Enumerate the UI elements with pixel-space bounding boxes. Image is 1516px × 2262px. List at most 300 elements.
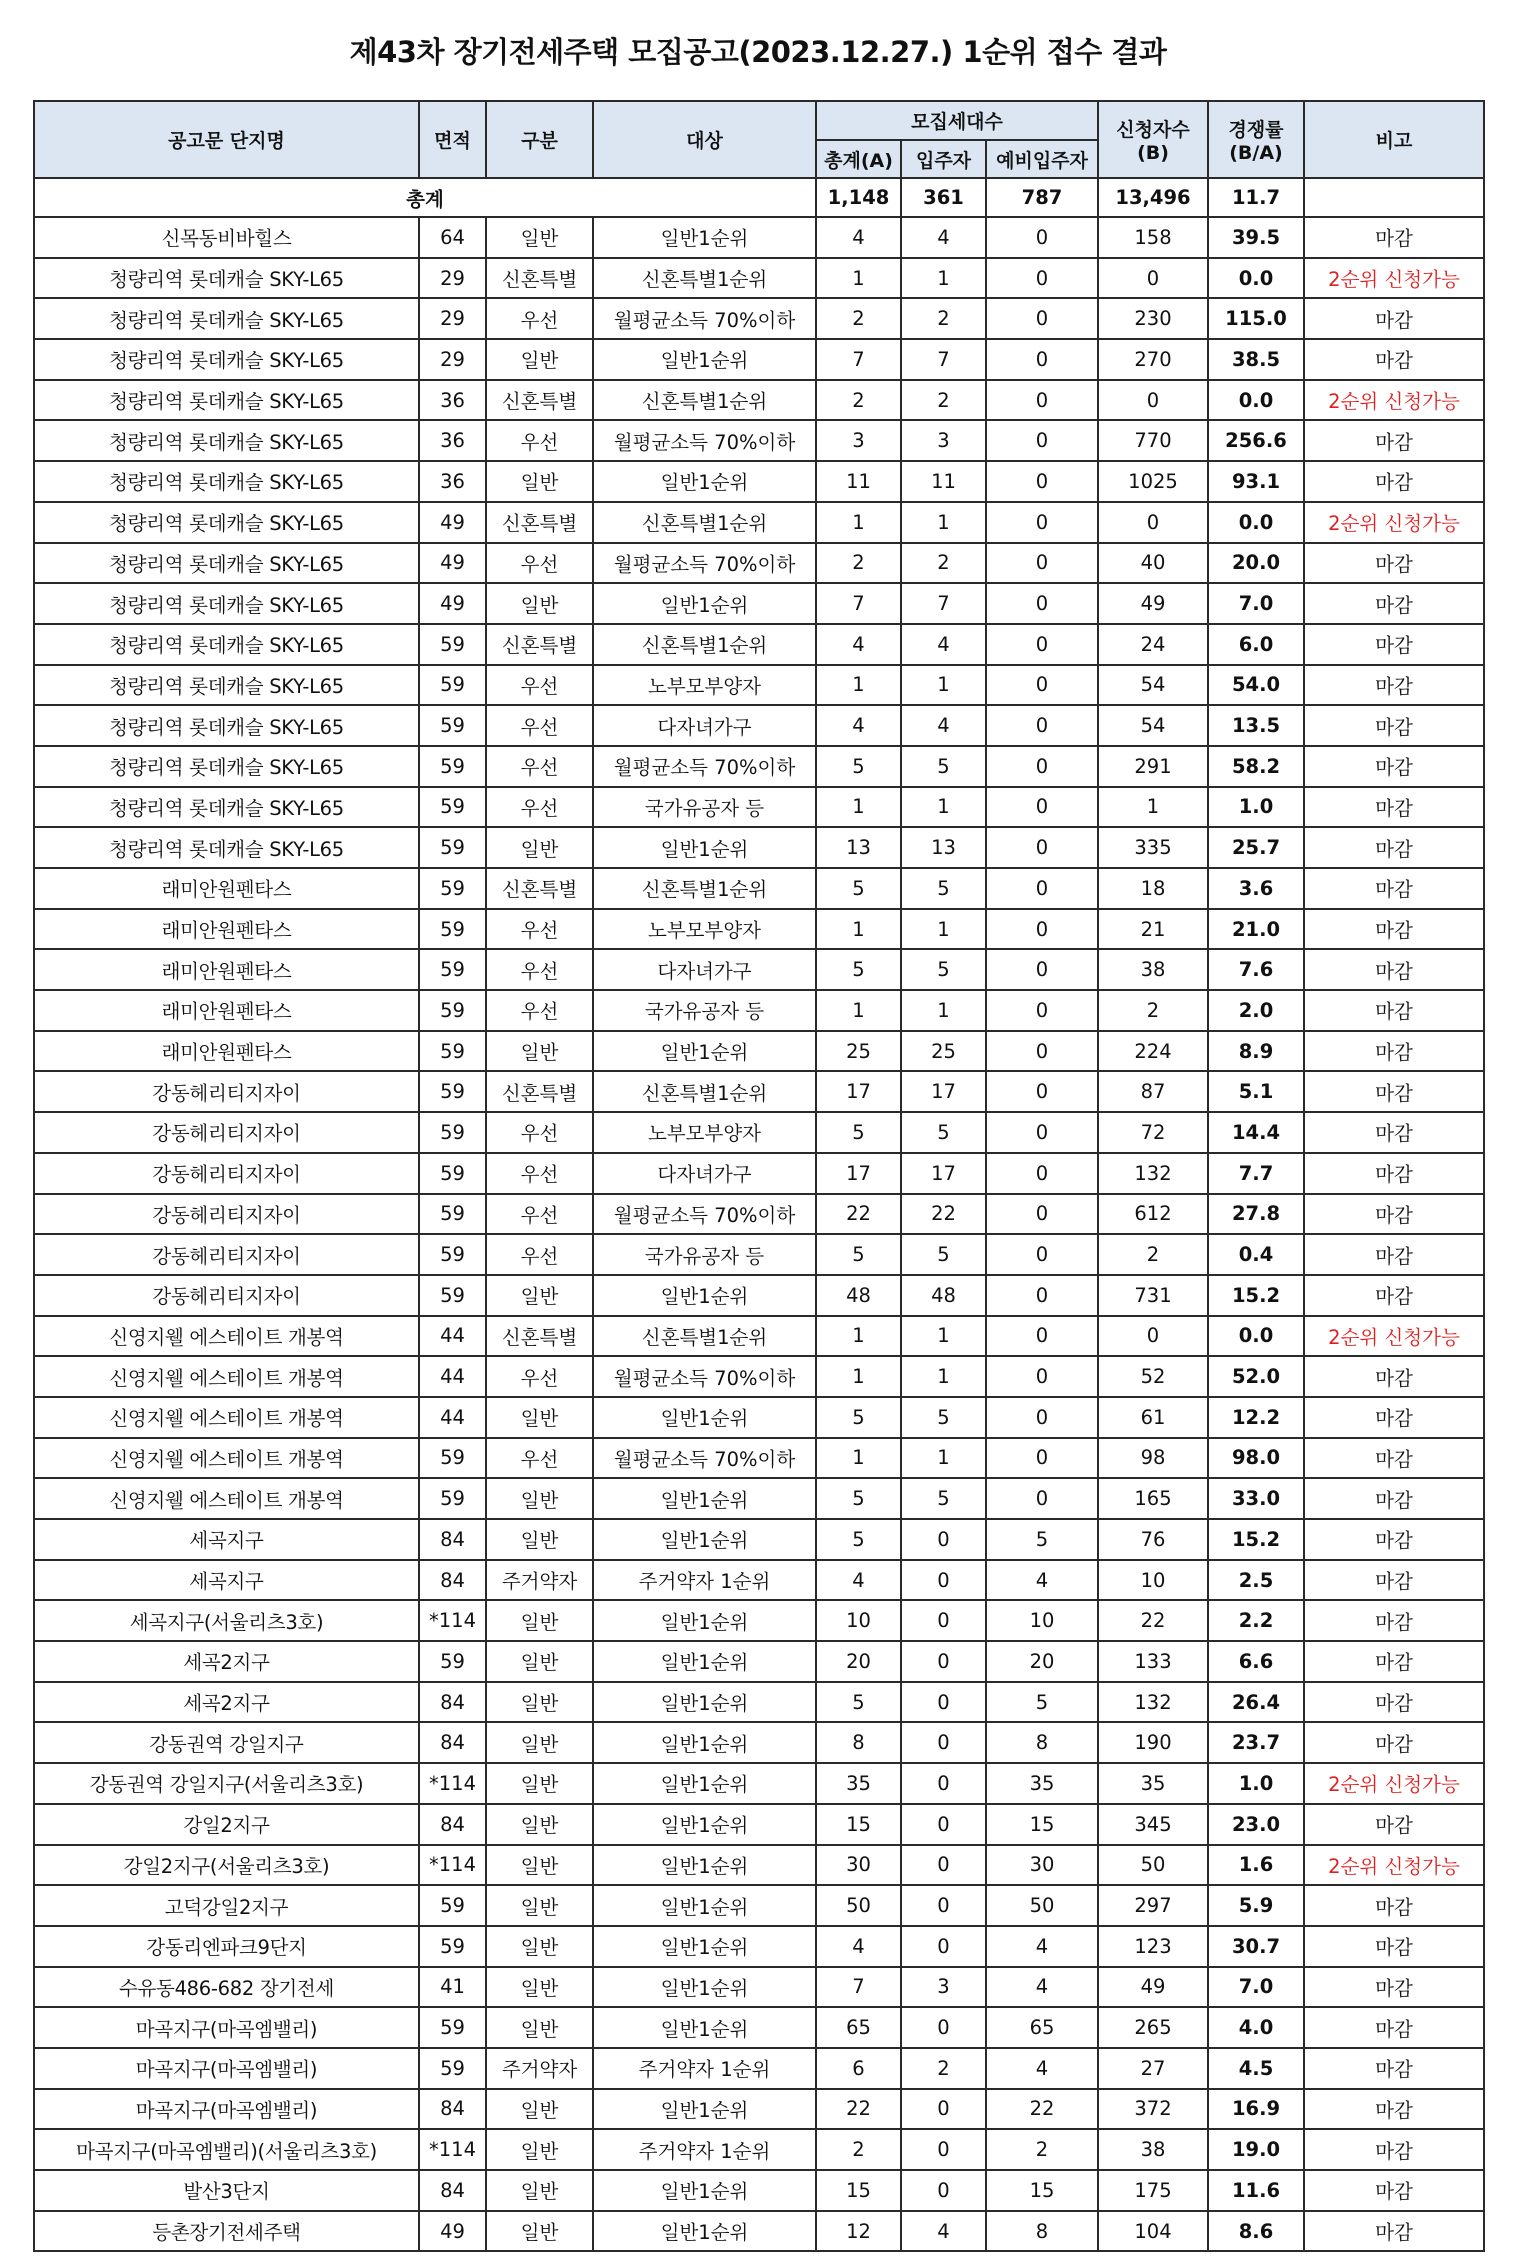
cell-target: 다자녀가구 [593, 1153, 816, 1194]
cell-complex-name: 신영지웰 에스테이트 개봉역 [34, 1478, 419, 1519]
cell-area: 59 [419, 624, 486, 665]
cell-complex-name: 강동헤리티지자이 [34, 1234, 419, 1275]
cell-ratio: 39.5 [1208, 217, 1304, 258]
cell-recruit-pre: 0 [986, 543, 1098, 584]
cell-category: 우선 [486, 949, 593, 990]
cell-note: 마감 [1304, 868, 1484, 909]
cell-note: 마감 [1304, 1926, 1484, 1967]
cell-recruit-total: 8 [816, 1722, 901, 1763]
cell-ratio: 19.0 [1208, 2129, 1304, 2170]
cell-target: 월평균소득 70%이하 [593, 1194, 816, 1235]
cell-ratio: 20.0 [1208, 543, 1304, 584]
cell-recruit-total: 35 [816, 1763, 901, 1804]
cell-recruit-pre: 0 [986, 1316, 1098, 1357]
cell-note: 마감 [1304, 543, 1484, 584]
cell-applicants: 2 [1098, 1234, 1208, 1275]
cell-category: 일반 [486, 2089, 593, 2130]
cell-target: 월평균소득 70%이하 [593, 1356, 816, 1397]
cell-ratio: 4.5 [1208, 2048, 1304, 2089]
cell-complex-name: 래미안원펜타스 [34, 1031, 419, 1072]
table-row [34, 949, 1484, 990]
cell-area: 59 [419, 746, 486, 787]
cell-recruit-total: 2 [816, 543, 901, 584]
cell-recruit-pre: 0 [986, 746, 1098, 787]
cell-applicants: 770 [1098, 420, 1208, 461]
cell-recruit-pre: 0 [986, 827, 1098, 868]
total-ratio: 11.7 [1208, 178, 1304, 217]
cell-complex-name: 청량리역 롯데캐슬 SKY-L65 [34, 502, 419, 543]
header-recruit-group: 모집세대수 [816, 101, 1098, 140]
cell-recruit-total: 20 [816, 1641, 901, 1682]
table-row [34, 1031, 1484, 1072]
cell-applicants: 10 [1098, 1560, 1208, 1601]
cell-category: 일반 [486, 1682, 593, 1723]
cell-applicants: 49 [1098, 1967, 1208, 2008]
cell-applicants: 40 [1098, 543, 1208, 584]
cell-ratio: 26.4 [1208, 1682, 1304, 1723]
cell-target: 주거약자 1순위 [593, 2129, 816, 2170]
cell-recruit-res: 0 [901, 1763, 986, 1804]
cell-ratio: 5.9 [1208, 1885, 1304, 1926]
cell-area: 59 [419, 1438, 486, 1479]
cell-recruit-pre: 15 [986, 2170, 1098, 2211]
cell-recruit-pre: 2 [986, 2129, 1098, 2170]
cell-applicants: 230 [1098, 298, 1208, 339]
cell-target: 일반1순위 [593, 827, 816, 868]
table-row [34, 909, 1484, 950]
cell-ratio: 93.1 [1208, 461, 1304, 502]
cell-ratio: 0.0 [1208, 380, 1304, 421]
table-row [34, 746, 1484, 787]
cell-recruit-res: 3 [901, 420, 986, 461]
cell-category: 일반 [486, 1804, 593, 1845]
result-table [33, 100, 1485, 2252]
table-row [34, 420, 1484, 461]
cell-category: 일반 [486, 1885, 593, 1926]
cell-recruit-res: 0 [901, 1682, 986, 1723]
cell-area: 59 [419, 827, 486, 868]
cell-recruit-res: 3 [901, 1967, 986, 2008]
cell-recruit-pre: 0 [986, 461, 1098, 502]
header-area: 면적 [419, 101, 486, 178]
cell-target: 신혼특별1순위 [593, 502, 816, 543]
cell-complex-name: 청량리역 롯데캐슬 SKY-L65 [34, 583, 419, 624]
cell-area: 84 [419, 2089, 486, 2130]
cell-applicants: 54 [1098, 705, 1208, 746]
cell-complex-name: 고덕강일2지구 [34, 1885, 419, 1926]
cell-category: 일반 [486, 1275, 593, 1316]
cell-category: 신혼특별 [486, 380, 593, 421]
table-header [34, 101, 1484, 178]
cell-ratio: 7.6 [1208, 949, 1304, 990]
cell-complex-name: 마곡지구(마곡엠밸리) [34, 2048, 419, 2089]
cell-area: 49 [419, 583, 486, 624]
header-applicants-line2: (B) [1137, 142, 1169, 164]
cell-recruit-res: 4 [901, 217, 986, 258]
cell-category: 일반 [486, 1478, 593, 1519]
cell-recruit-pre: 0 [986, 380, 1098, 421]
cell-target: 다자녀가구 [593, 705, 816, 746]
cell-recruit-pre: 0 [986, 298, 1098, 339]
total-label: 총계 [34, 178, 816, 217]
cell-recruit-pre: 5 [986, 1519, 1098, 1560]
cell-applicants: 24 [1098, 624, 1208, 665]
cell-complex-name: 청량리역 롯데캐슬 SKY-L65 [34, 258, 419, 299]
cell-ratio: 256.6 [1208, 420, 1304, 461]
table-row [34, 2211, 1484, 2252]
cell-area: 36 [419, 420, 486, 461]
table-row [34, 868, 1484, 909]
cell-note: 마감 [1304, 787, 1484, 828]
table-row [34, 1153, 1484, 1194]
cell-recruit-pre: 4 [986, 1926, 1098, 1967]
cell-ratio: 0.0 [1208, 502, 1304, 543]
header-recruit-pre: 예비입주자 [986, 140, 1098, 178]
cell-recruit-pre: 8 [986, 1722, 1098, 1763]
cell-note: 마감 [1304, 1275, 1484, 1316]
header-target: 대상 [593, 101, 816, 178]
table-row [34, 1356, 1484, 1397]
table-row [34, 1804, 1484, 1845]
cell-recruit-res: 1 [901, 502, 986, 543]
cell-applicants: 50 [1098, 1845, 1208, 1886]
cell-complex-name: 신영지웰 에스테이트 개봉역 [34, 1397, 419, 1438]
cell-recruit-total: 2 [816, 298, 901, 339]
cell-complex-name: 수유동486-682 장기전세 [34, 1967, 419, 2008]
header-note: 비고 [1304, 101, 1484, 178]
cell-area: 59 [419, 787, 486, 828]
cell-category: 일반 [486, 461, 593, 502]
cell-recruit-total: 48 [816, 1275, 901, 1316]
cell-target: 일반1순위 [593, 1397, 816, 1438]
cell-note: 마감 [1304, 2211, 1484, 2252]
cell-recruit-res: 5 [901, 1112, 986, 1153]
cell-recruit-total: 1 [816, 1438, 901, 1479]
table-row [34, 624, 1484, 665]
cell-recruit-pre: 4 [986, 2048, 1098, 2089]
cell-recruit-total: 25 [816, 1031, 901, 1072]
cell-recruit-res: 5 [901, 1234, 986, 1275]
cell-recruit-total: 17 [816, 1153, 901, 1194]
cell-recruit-total: 5 [816, 1519, 901, 1560]
cell-recruit-res: 13 [901, 827, 986, 868]
cell-recruit-pre: 0 [986, 1194, 1098, 1235]
total-recruit-total: 1,148 [816, 178, 901, 217]
cell-ratio: 12.2 [1208, 1397, 1304, 1438]
table-row [34, 827, 1484, 868]
cell-category: 일반 [486, 1519, 593, 1560]
cell-applicants: 61 [1098, 1397, 1208, 1438]
cell-area: 84 [419, 1682, 486, 1723]
table-row [34, 1682, 1484, 1723]
cell-recruit-total: 6 [816, 2048, 901, 2089]
cell-recruit-pre: 4 [986, 1967, 1098, 2008]
cell-category: 우선 [486, 746, 593, 787]
cell-recruit-total: 4 [816, 705, 901, 746]
cell-area: 59 [419, 1153, 486, 1194]
cell-target: 일반1순위 [593, 1885, 816, 1926]
cell-area: 44 [419, 1316, 486, 1357]
cell-recruit-total: 22 [816, 2089, 901, 2130]
cell-complex-name: 강동헤리티지자이 [34, 1112, 419, 1153]
cell-complex-name: 세곡지구 [34, 1519, 419, 1560]
table-row [34, 1967, 1484, 2008]
cell-recruit-total: 1 [816, 258, 901, 299]
header-name: 공고문 단지명 [34, 101, 419, 178]
cell-recruit-res: 0 [901, 2170, 986, 2211]
cell-category: 우선 [486, 909, 593, 950]
cell-recruit-res: 2 [901, 543, 986, 584]
cell-note: 2순위 신청가능 [1304, 1316, 1484, 1357]
cell-area: 59 [419, 705, 486, 746]
cell-ratio: 6.6 [1208, 1641, 1304, 1682]
cell-complex-name: 발산3단지 [34, 2170, 419, 2211]
cell-note: 마감 [1304, 1519, 1484, 1560]
cell-applicants: 38 [1098, 2129, 1208, 2170]
cell-category: 우선 [486, 1194, 593, 1235]
cell-complex-name: 청량리역 롯데캐슬 SKY-L65 [34, 827, 419, 868]
cell-recruit-pre: 10 [986, 1600, 1098, 1641]
cell-complex-name: 래미안원펜타스 [34, 990, 419, 1031]
cell-applicants: 335 [1098, 827, 1208, 868]
cell-applicants: 22 [1098, 1600, 1208, 1641]
cell-applicants: 35 [1098, 1763, 1208, 1804]
cell-area: 84 [419, 1722, 486, 1763]
cell-target: 일반1순위 [593, 2007, 816, 2048]
cell-target: 일반1순위 [593, 583, 816, 624]
table-row [34, 1560, 1484, 1601]
cell-recruit-pre: 0 [986, 583, 1098, 624]
cell-recruit-res: 0 [901, 2089, 986, 2130]
table-row [34, 787, 1484, 828]
cell-applicants: 270 [1098, 339, 1208, 380]
cell-area: *114 [419, 1845, 486, 1886]
cell-recruit-pre: 20 [986, 1641, 1098, 1682]
cell-recruit-total: 1 [816, 502, 901, 543]
table-row [34, 298, 1484, 339]
cell-target: 일반1순위 [593, 1804, 816, 1845]
cell-note: 마감 [1304, 461, 1484, 502]
cell-recruit-res: 5 [901, 1478, 986, 1519]
cell-recruit-res: 17 [901, 1071, 986, 1112]
cell-applicants: 224 [1098, 1031, 1208, 1072]
cell-target: 노부모부양자 [593, 665, 816, 706]
cell-category: 신혼특별 [486, 868, 593, 909]
cell-category: 우선 [486, 1153, 593, 1194]
cell-complex-name: 청량리역 롯데캐슬 SKY-L65 [34, 746, 419, 787]
cell-applicants: 372 [1098, 2089, 1208, 2130]
cell-recruit-pre: 0 [986, 990, 1098, 1031]
cell-complex-name: 강동권역 강일지구 [34, 1722, 419, 1763]
cell-category: 일반 [486, 1967, 593, 2008]
cell-recruit-pre: 0 [986, 258, 1098, 299]
cell-note: 마감 [1304, 583, 1484, 624]
cell-recruit-res: 17 [901, 1153, 986, 1194]
cell-category: 일반 [486, 1926, 593, 1967]
cell-category: 우선 [486, 1356, 593, 1397]
cell-area: 84 [419, 1804, 486, 1845]
cell-ratio: 11.6 [1208, 2170, 1304, 2211]
cell-category: 주거약자 [486, 2048, 593, 2089]
cell-note: 마감 [1304, 746, 1484, 787]
cell-complex-name: 강동리엔파크9단지 [34, 1926, 419, 1967]
cell-note: 마감 [1304, 1071, 1484, 1112]
cell-recruit-pre: 50 [986, 1885, 1098, 1926]
table-row [34, 1722, 1484, 1763]
cell-target: 일반1순위 [593, 339, 816, 380]
table-row [34, 1071, 1484, 1112]
header-ratio-line2: (B/A) [1229, 142, 1283, 164]
cell-recruit-total: 65 [816, 2007, 901, 2048]
cell-recruit-res: 2 [901, 380, 986, 421]
cell-ratio: 30.7 [1208, 1926, 1304, 1967]
cell-category: 일반 [486, 2170, 593, 2211]
cell-ratio: 15.2 [1208, 1519, 1304, 1560]
cell-applicants: 98 [1098, 1438, 1208, 1479]
cell-category: 신혼특별 [486, 624, 593, 665]
cell-area: 59 [419, 1926, 486, 1967]
header-recruit-total: 총계(A) [816, 140, 901, 178]
cell-note: 마감 [1304, 1641, 1484, 1682]
table-row [34, 2089, 1484, 2130]
table-row [34, 2048, 1484, 2089]
cell-complex-name: 세곡지구 [34, 1560, 419, 1601]
cell-recruit-pre: 0 [986, 217, 1098, 258]
cell-applicants: 165 [1098, 1478, 1208, 1519]
cell-complex-name: 신영지웰 에스테이트 개봉역 [34, 1316, 419, 1357]
table-row [34, 1600, 1484, 1641]
cell-recruit-res: 1 [901, 990, 986, 1031]
table-row [34, 1519, 1484, 1560]
cell-recruit-pre: 0 [986, 1356, 1098, 1397]
cell-recruit-pre: 0 [986, 1112, 1098, 1153]
cell-ratio: 52.0 [1208, 1356, 1304, 1397]
cell-recruit-total: 7 [816, 583, 901, 624]
cell-note: 2순위 신청가능 [1304, 258, 1484, 299]
cell-complex-name: 세곡지구(서울리츠3호) [34, 1600, 419, 1641]
cell-recruit-res: 0 [901, 1641, 986, 1682]
cell-complex-name: 청량리역 롯데캐슬 SKY-L65 [34, 705, 419, 746]
cell-recruit-total: 3 [816, 420, 901, 461]
cell-ratio: 2.0 [1208, 990, 1304, 1031]
cell-ratio: 33.0 [1208, 1478, 1304, 1519]
cell-complex-name: 등촌장기전세주택 [34, 2211, 419, 2252]
cell-recruit-pre: 0 [986, 1397, 1098, 1438]
cell-recruit-res: 5 [901, 1397, 986, 1438]
cell-target: 노부모부양자 [593, 909, 816, 950]
cell-area: 36 [419, 380, 486, 421]
cell-recruit-pre: 0 [986, 339, 1098, 380]
cell-complex-name: 신영지웰 에스테이트 개봉역 [34, 1438, 419, 1479]
cell-recruit-total: 1 [816, 909, 901, 950]
table-row [34, 1885, 1484, 1926]
cell-ratio: 4.0 [1208, 2007, 1304, 2048]
total-applicants: 13,496 [1098, 178, 1208, 217]
cell-ratio: 16.9 [1208, 2089, 1304, 2130]
cell-applicants: 27 [1098, 2048, 1208, 2089]
cell-recruit-pre: 0 [986, 665, 1098, 706]
cell-note: 마감 [1304, 705, 1484, 746]
cell-applicants: 2 [1098, 990, 1208, 1031]
cell-category: 일반 [486, 2129, 593, 2170]
cell-recruit-total: 1 [816, 1316, 901, 1357]
cell-note: 마감 [1304, 1234, 1484, 1275]
cell-applicants: 72 [1098, 1112, 1208, 1153]
table-row [34, 2129, 1484, 2170]
cell-target: 다자녀가구 [593, 949, 816, 990]
cell-target: 국가유공자 등 [593, 1234, 816, 1275]
cell-target: 일반1순위 [593, 1031, 816, 1072]
cell-area: 59 [419, 1275, 486, 1316]
total-recruit-pre: 787 [986, 178, 1098, 217]
cell-recruit-total: 12 [816, 2211, 901, 2252]
cell-note: 마감 [1304, 1356, 1484, 1397]
table-body [34, 217, 1484, 2251]
cell-category: 우선 [486, 705, 593, 746]
table-row [34, 502, 1484, 543]
cell-complex-name: 청량리역 롯데캐슬 SKY-L65 [34, 339, 419, 380]
cell-recruit-res: 0 [901, 2007, 986, 2048]
cell-category: 일반 [486, 583, 593, 624]
cell-target: 신혼특별1순위 [593, 258, 816, 299]
table-row [34, 2170, 1484, 2211]
cell-category: 신혼특별 [486, 258, 593, 299]
cell-recruit-pre: 0 [986, 1153, 1098, 1194]
table-row [34, 339, 1484, 380]
cell-recruit-res: 5 [901, 949, 986, 990]
cell-target: 일반1순위 [593, 1275, 816, 1316]
cell-ratio: 2.5 [1208, 1560, 1304, 1601]
cell-recruit-res: 0 [901, 1885, 986, 1926]
cell-category: 일반 [486, 2211, 593, 2252]
cell-target: 일반1순위 [593, 461, 816, 502]
cell-recruit-pre: 0 [986, 1478, 1098, 1519]
cell-target: 신혼특별1순위 [593, 1316, 816, 1357]
cell-note: 2순위 신청가능 [1304, 1845, 1484, 1886]
cell-recruit-res: 2 [901, 298, 986, 339]
cell-complex-name: 강동헤리티지자이 [34, 1194, 419, 1235]
cell-target: 일반1순위 [593, 1641, 816, 1682]
cell-recruit-res: 4 [901, 705, 986, 746]
cell-note: 마감 [1304, 1194, 1484, 1235]
table-row [34, 217, 1484, 258]
cell-recruit-total: 30 [816, 1845, 901, 1886]
cell-recruit-pre: 30 [986, 1845, 1098, 1886]
cell-target: 신혼특별1순위 [593, 380, 816, 421]
cell-area: 59 [419, 1194, 486, 1235]
cell-category: 신혼특별 [486, 502, 593, 543]
cell-recruit-total: 5 [816, 1397, 901, 1438]
cell-recruit-pre: 0 [986, 909, 1098, 950]
cell-area: 36 [419, 461, 486, 502]
cell-area: 59 [419, 1071, 486, 1112]
cell-applicants: 190 [1098, 1722, 1208, 1763]
cell-note: 마감 [1304, 2129, 1484, 2170]
cell-ratio: 21.0 [1208, 909, 1304, 950]
cell-recruit-pre: 0 [986, 949, 1098, 990]
cell-note: 마감 [1304, 2007, 1484, 2048]
cell-recruit-res: 5 [901, 746, 986, 787]
cell-note: 마감 [1304, 1967, 1484, 2008]
cell-recruit-total: 4 [816, 1560, 901, 1601]
table-row [34, 1194, 1484, 1235]
cell-complex-name: 강동헤리티지자이 [34, 1153, 419, 1194]
cell-recruit-res: 1 [901, 1356, 986, 1397]
table-row [34, 1234, 1484, 1275]
cell-area: 59 [419, 1112, 486, 1153]
cell-recruit-total: 5 [816, 746, 901, 787]
cell-ratio: 23.7 [1208, 1722, 1304, 1763]
